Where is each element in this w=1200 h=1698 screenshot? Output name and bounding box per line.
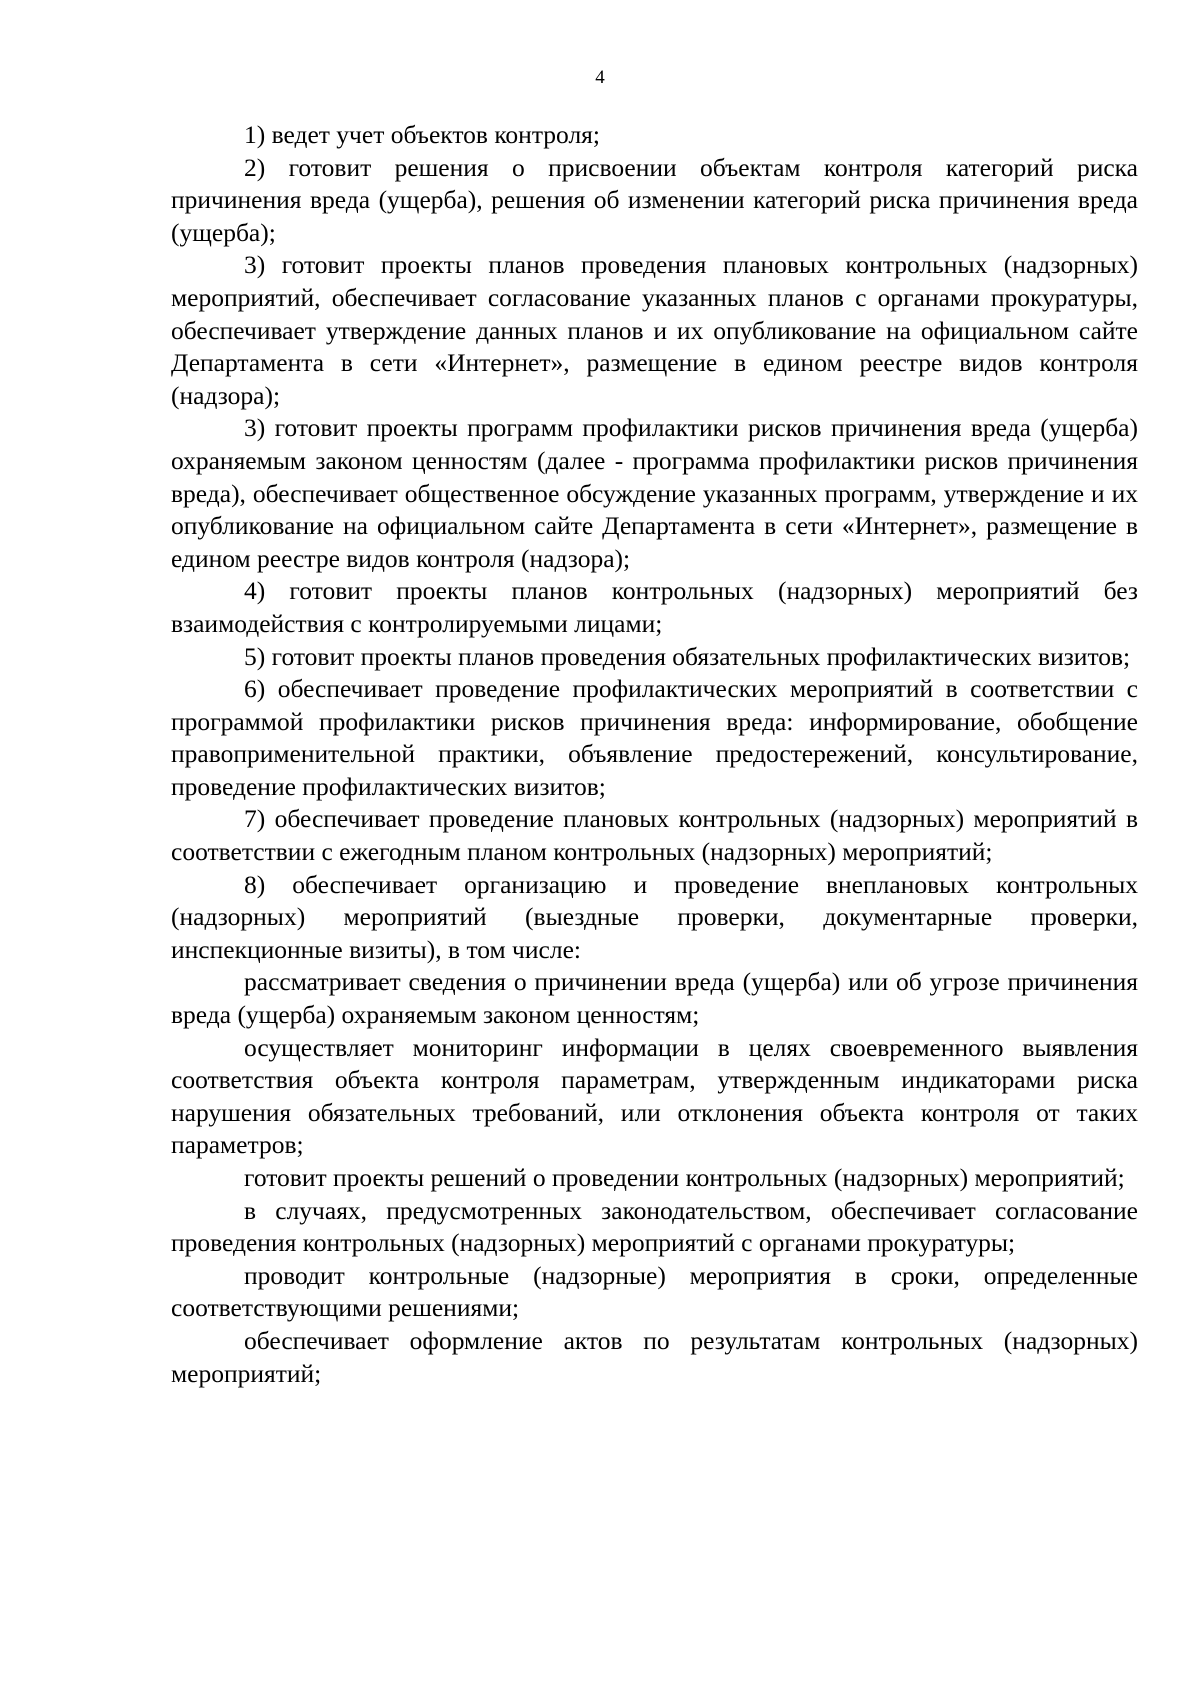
paragraph-6: 6) обеспечивает проведение профилактических мероприятий в соответствии с программой профилактики рисков причинения вреда: информирование, обобщение правоприменительной практики, объявление предостережений, консультирование, проведение профилактических визитов; <box>171 674 1138 801</box>
paragraph-5: 5) готовит проекты планов проведения обязательных профилактических визитов; <box>244 641 1131 671</box>
paragraph-3-programs: 3) готовит проекты программ профилактики рисков причинения вреда (ущерба) охраняемым законом ценностям (далее - программа профилактики рисков причинения вреда), обеспечивает общественное обсуждение указанных программ, утверждение и их опубликование на официальном сайте Департамента в сети «Интернет», размещение в едином реестре видов контроля (надзора); <box>171 413 1138 573</box>
paragraph-7: 7) обеспечивает проведение плановых контрольных (надзорных) мероприятий в соответствии с ежегодным планом контрольных (надзорных) мероприятий; <box>171 804 1138 867</box>
paragraph-3: 3) готовит проекты планов проведения плановых контрольных (надзорных) мероприятий, обеспечивает согласование указанных планов с органами прокуратуры, обеспечивает утверждение данных планов и их опубликование на официальном сайте Департамента в сети «Интернет», размещение в едином реестре видов контроля (надзора); <box>171 250 1138 410</box>
paragraph-1: 1) ведет учет объектов контроля; <box>244 120 600 149</box>
subparagraph-monitoring: осуществляет мониторинг информации в целях своевременного выявления соответствия объекта контроля параметрам, утвержденным индикаторами риска нарушения обязательных требований, или отклонения объекта контроля от таких параметров; <box>171 1032 1138 1160</box>
subparagraph-acts: обеспечивает оформление актов по результатам контрольных (надзорных) мероприятий; <box>171 1325 1138 1388</box>
paragraph-4: 4) готовит проекты планов контрольных (надзорных) мероприятий без взаимодействия с контролируемыми лицами; <box>171 576 1138 638</box>
subparagraph-prosecutor-approval: в случаях, предусмотренных законодательством, обеспечивает согласование проведения контрольных (надзорных) мероприятий с органами прокуратуры; <box>171 1195 1138 1258</box>
paragraph-8: 8) обеспечивает организацию и проведение внеплановых контрольных (надзорных) мероприятий (выездные проверки, документарные проверки, инспекционные визиты), в том числе: <box>171 869 1138 964</box>
subparagraph-harm-reports: рассматривает сведения о причинении вреда (ущерба) или об угрозе причинения вреда (ущерба) охраняемым законом ценностям; <box>171 967 1138 1030</box>
page-number: 4 <box>595 67 605 88</box>
subparagraph-draft-decisions: готовит проекты решений о проведении контрольных (надзорных) мероприятий; <box>244 1163 1125 1192</box>
document-body <box>171 119 1138 1390</box>
paragraph-2: 2) готовит решения о присвоении объектам контроля категорий риска причинения вреда (ущерба), решения об изменении категорий риска причинения вреда (ущерба); <box>171 152 1138 247</box>
subparagraph-conducts-inspections: проводит контрольные (надзорные) мероприятия в сроки, определенные соответствующими решениями; <box>171 1260 1138 1323</box>
